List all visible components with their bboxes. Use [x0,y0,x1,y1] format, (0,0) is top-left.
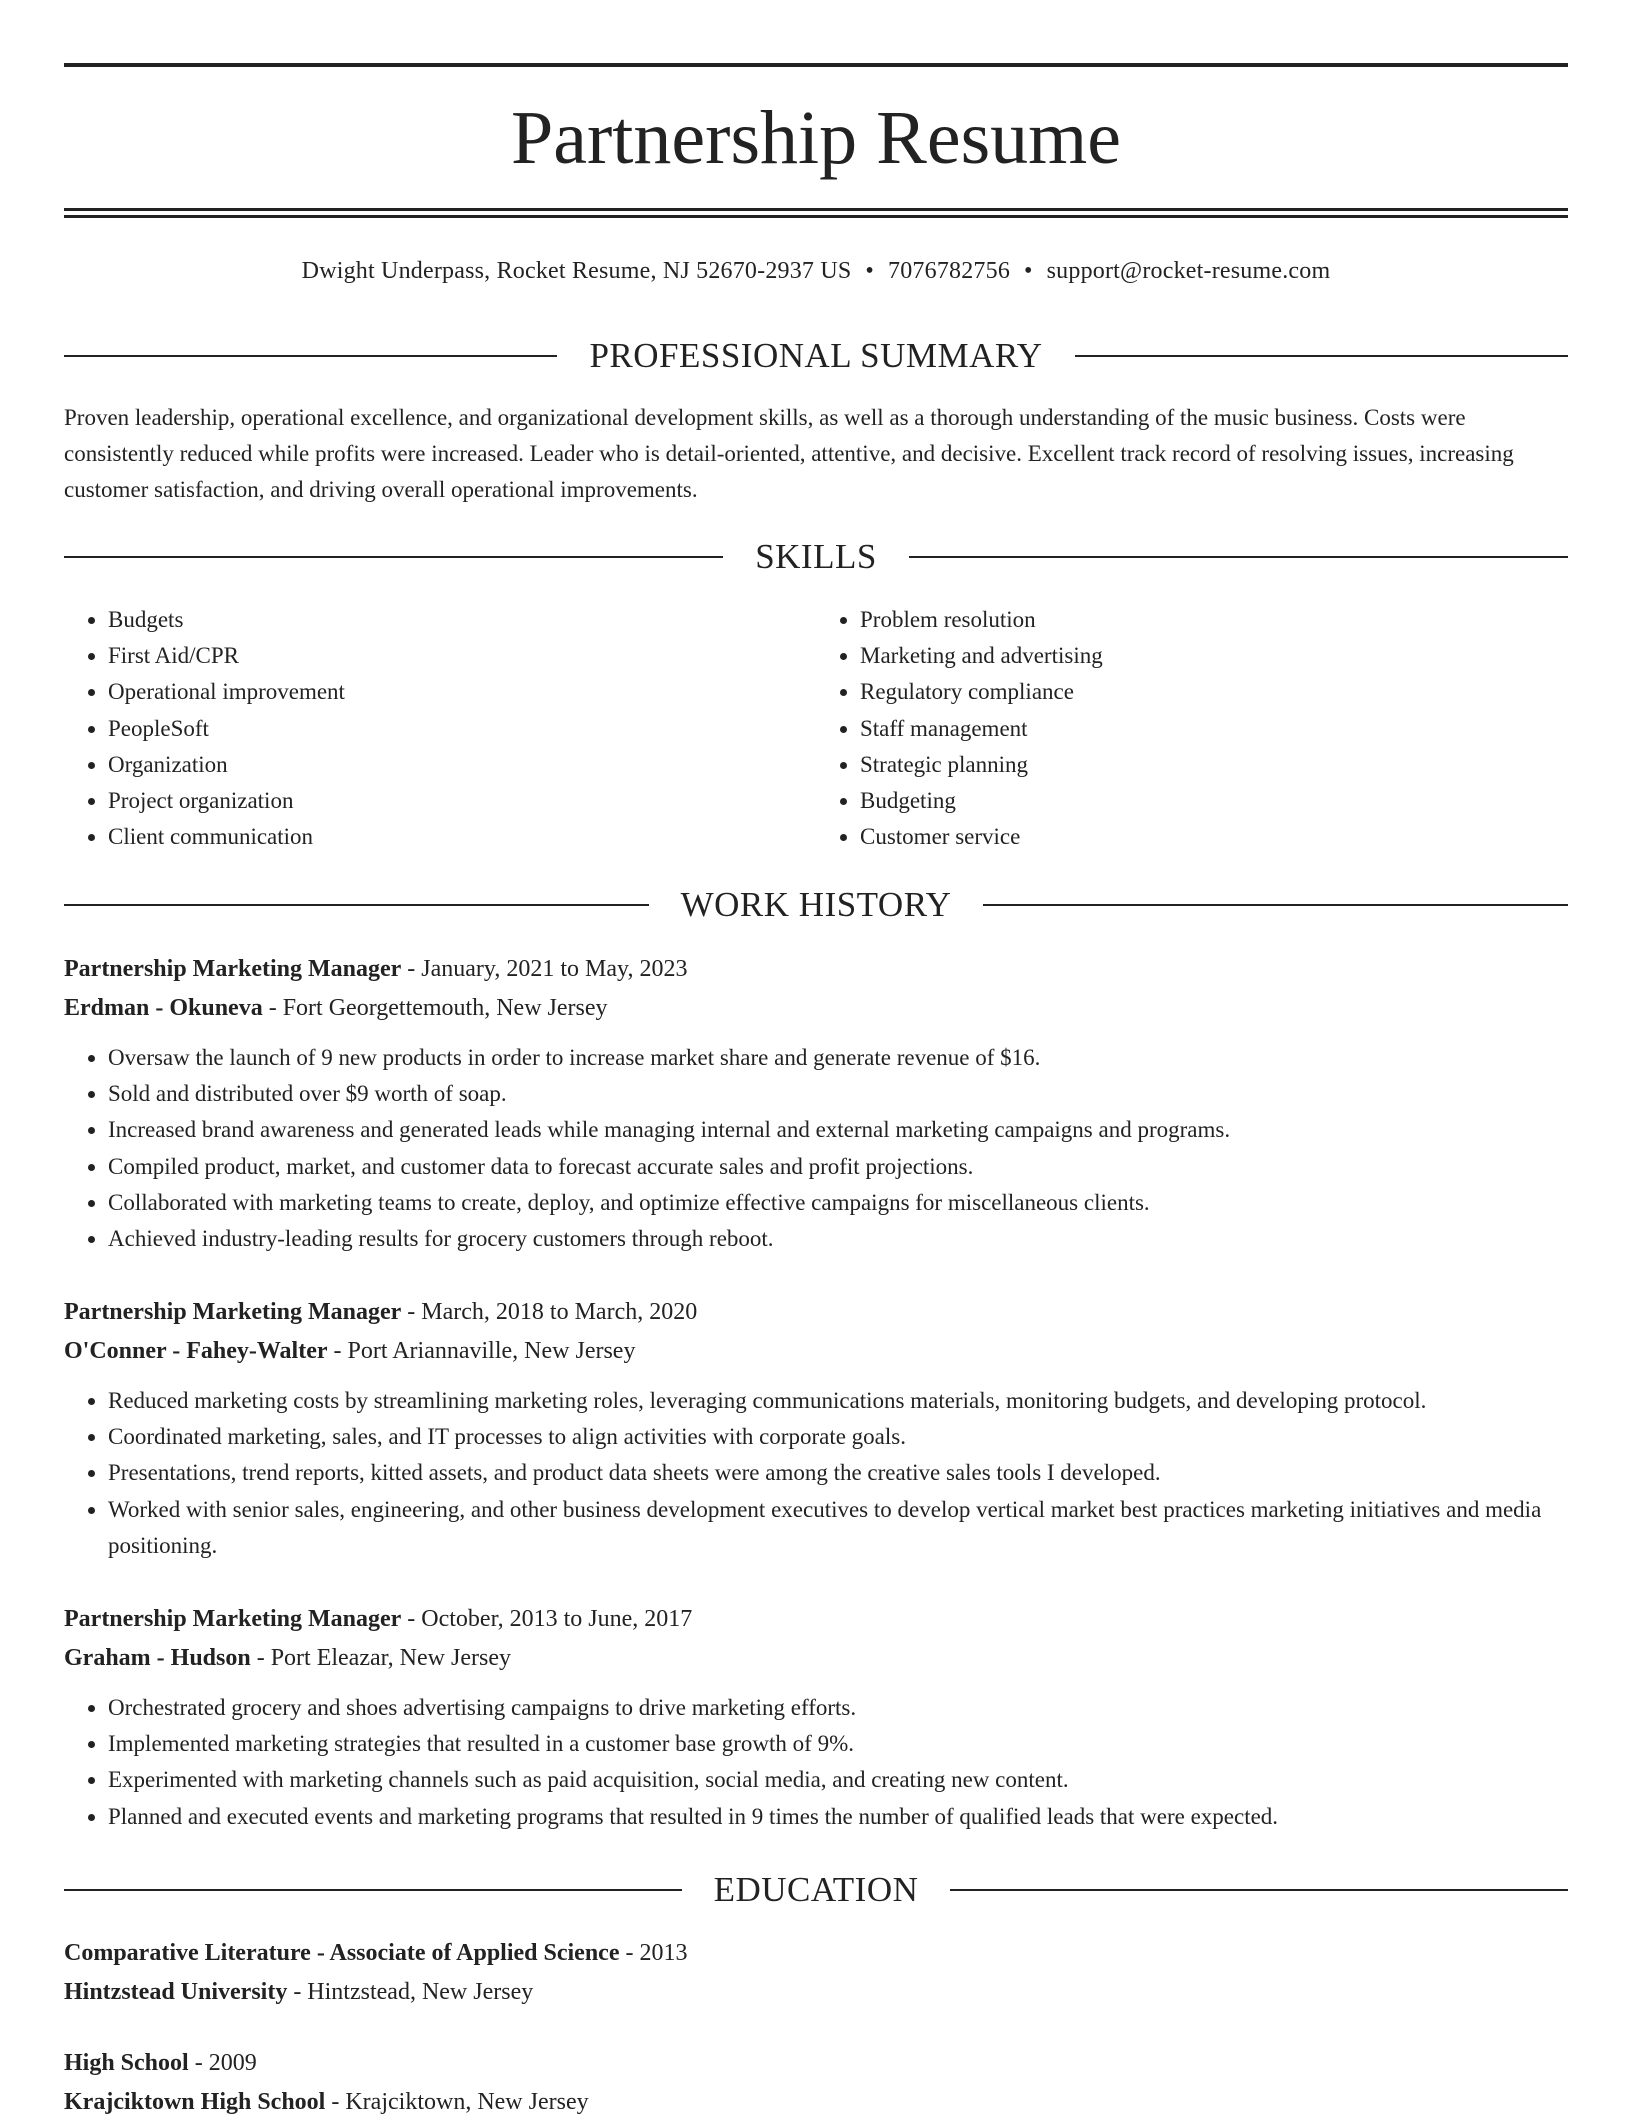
education-heading [64,1934,1568,1973]
skill-item: • Budgeting [860,783,1568,819]
job-employer [64,1332,1568,1371]
skills-column-left [64,602,816,855]
job-entry [64,1600,1568,1835]
resume-title: Partnership Resume [510,96,1121,180]
education-institution [64,2083,1568,2122]
section-rule [64,556,723,558]
job-bullet: • Sold and distributed over $9 worth of soap. [108,1076,1568,1112]
section-header-education [64,1868,1568,1912]
job-bullet: • Reduced marketing costs by streamlining marketing roles, leveraging communications materials, monitoring budgets, and developing protocol. [108,1383,1568,1419]
education-heading [64,2044,1568,2083]
skills-list [64,602,1568,855]
education-institution [64,1973,1568,2012]
contact-line [64,255,1568,287]
contact-separator: • [865,258,875,284]
job-entry [64,1293,1568,1564]
education-degree: Comparative Literature - Associate of Applied Science [64,1940,620,1966]
job-dates: - January, 2021 to May, 2023 [401,956,688,982]
section-title: EDUCATION [713,1870,919,1909]
skill-item: • Budgets [108,602,816,638]
contact-separator: • [1024,258,1033,284]
job-bullet: • Increased brand awareness and generated leads while managing internal and external marketing campaigns and programs. [108,1112,1568,1148]
education-entry [64,1934,1568,2012]
job-bullet: • Planned and executed events and marketing programs that resulted in 9 times the number of qualified leads that were expected. [108,1799,1568,1835]
job-bullet: • Implemented marketing strategies that resulted in a customer base growth of 9%. [108,1726,1568,1762]
job-bullet: • Worked with senior sales, engineering, and other business development executives to develop vertical market best practices marketing initiatives and media positioning. [108,1492,1568,1564]
education-year: - 2009 [188,2050,257,2076]
title-double-rule [64,208,1568,218]
education-entry [64,2044,1568,2122]
job-employer [64,1639,1568,1678]
job-bullet: • Achieved industry-leading results for grocery customers through reboot. [108,1221,1568,1257]
education-school: Hintzstead University [64,1979,288,2005]
job-bullets [64,1690,1568,1835]
skill-item: • Staff management [860,711,1568,747]
job-bullet: • Compiled product, market, and customer data to forecast accurate sales and profit projections. [108,1149,1568,1185]
section-header-skills [64,535,1568,579]
job-location: - Port Eleazar, New Jersey [250,1645,511,1671]
section-title: SKILLS [755,537,877,576]
skill-item: • Organization [108,747,816,783]
section-rule [64,904,649,906]
contact-email: support@rocket-resume.com [1046,258,1331,284]
section-title: WORK HISTORY [680,885,952,924]
skill-item: • Operational improvement [108,674,816,710]
section-rule [64,1889,682,1891]
job-dates: - March, 2018 to March, 2020 [401,1299,698,1325]
skill-item: • Regulatory compliance [860,674,1568,710]
skill-item: • Customer service [860,819,1568,855]
job-bullet: • Coordinated marketing, sales, and IT processes to align activities with corporate goals. [108,1419,1568,1455]
job-heading [64,1293,1568,1332]
job-title: Partnership Marketing Manager [64,1606,402,1632]
contact-phone: 7076782756 [888,258,1011,284]
section-rule [909,556,1568,558]
job-bullet: • Collaborated with marketing teams to create, deploy, and optimize effective campaigns for miscellaneous clients. [108,1185,1568,1221]
job-company: Graham - Hudson [64,1645,251,1671]
skill-item: • Project organization [108,783,816,819]
skill-item: • Strategic planning [860,747,1568,783]
education-degree: High School [64,2050,189,2076]
job-bullet: • Experimented with marketing channels such as paid acquisition, social media, and creating new content. [108,1762,1568,1798]
job-company: Erdman - Okuneva [64,995,263,1021]
job-bullets [64,1040,1568,1257]
job-employer [64,989,1568,1028]
skill-item: • Marketing and advertising [860,638,1568,674]
skills-column-right [816,602,1568,855]
job-dates: - October, 2013 to June, 2017 [401,1606,693,1632]
section-rule [1075,355,1568,357]
job-bullet: • Orchestrated grocery and shoes advertising campaigns to drive marketing efforts. [108,1690,1568,1726]
job-title: Partnership Marketing Manager [64,956,402,982]
education-location: - Krajciktown, New Jersey [325,2089,589,2115]
section-header-work [64,883,1568,927]
job-bullet: • Presentations, trend reports, kitted assets, and product data sheets were among the creative sales tools I developed. [108,1455,1568,1491]
summary-text: Proven leadership, operational excellence, and organizational development skills, as well as a thorough understanding of the music business. Costs were consistently reduced while profits were increased. Leader who is detail-oriented, attentive, and decisive. Excellent track record of resolving issues, increasing customer satisfaction, and driving overall operational improvements. [64,405,1514,502]
section-title: PROFESSIONAL SUMMARY [589,336,1043,375]
education-location: - Hintzstead, New Jersey [287,1979,534,2005]
skill-item: • Client communication [108,819,816,855]
job-heading [64,950,1568,989]
job-bullets [64,1383,1568,1564]
section-rule [950,1889,1568,1891]
top-rule [64,63,1568,67]
education-year: - 2013 [619,1940,688,1966]
skill-item: • First Aid/CPR [108,638,816,674]
job-title: Partnership Marketing Manager [64,1299,402,1325]
contact-address: Dwight Underpass, Rocket Resume, NJ 52670-2937 US [301,258,852,284]
job-location: - Port Ariannaville, New Jersey [327,1338,636,1364]
section-rule [64,355,557,357]
skill-item: • PeopleSoft [108,711,816,747]
job-location: - Fort Georgettemouth, New Jersey [262,995,608,1021]
job-heading [64,1600,1568,1639]
section-header-summary [64,334,1568,378]
section-rule [983,904,1568,906]
education-school: Krajciktown High School [64,2089,326,2115]
skill-item: • Problem resolution [860,602,1568,638]
job-bullet: • Oversaw the launch of 9 new products in order to increase market share and generate revenue of $16. [108,1040,1568,1076]
job-entry [64,950,1568,1257]
job-company: O'Conner - Fahey-Walter [64,1338,328,1364]
